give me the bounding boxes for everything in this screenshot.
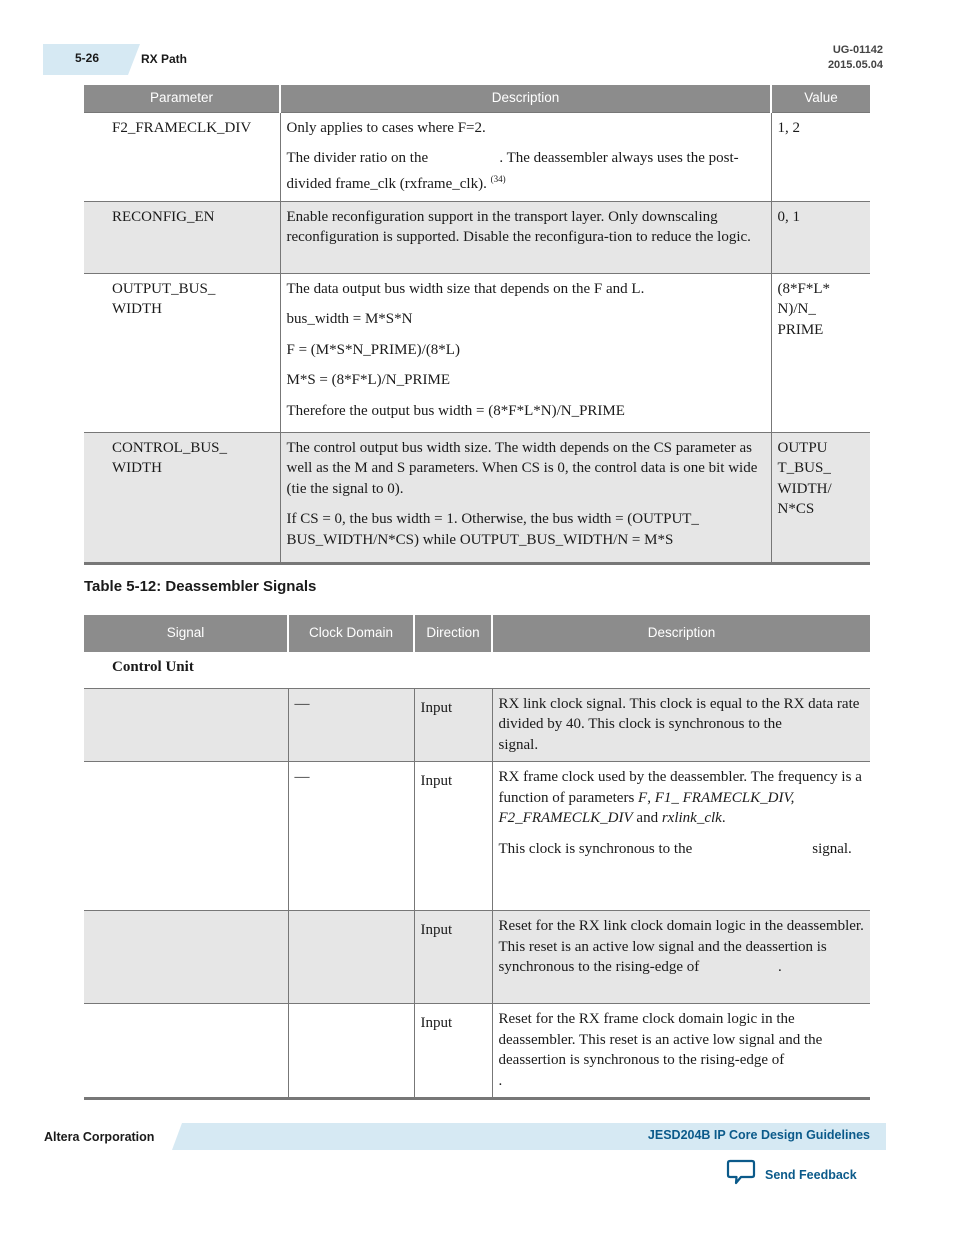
param-name: RECONFIG_EN bbox=[84, 201, 280, 273]
clock-domain bbox=[288, 1004, 414, 1099]
param-value: OUTPU T_BUS_ WIDTH/ N*CS bbox=[771, 432, 870, 563]
direction: Input bbox=[414, 762, 492, 911]
clock-domain bbox=[288, 911, 414, 1004]
description-line: This clock is synchronous to the signal. bbox=[498, 840, 852, 857]
description-line: Reset for the RX frame clock domain logic in the deassembler. This reset is an active low signal and the deassertion is synchronous to the rising-edge of . bbox=[498, 1011, 864, 1089]
param-description bbox=[280, 201, 771, 273]
description-line: F = (M*S*N_PRIME)/(8*L) bbox=[286, 341, 460, 358]
param-description bbox=[280, 432, 771, 563]
column-header: Parameter bbox=[84, 85, 280, 112]
clock-domain: — bbox=[288, 762, 414, 911]
column-header: Description bbox=[280, 85, 771, 112]
description-line: M*S = (8*F*L)/N_PRIME bbox=[286, 372, 450, 388]
param-value: 0, 1 bbox=[771, 201, 870, 273]
doc-id-block bbox=[828, 43, 883, 73]
table-row bbox=[84, 1004, 870, 1099]
table-row bbox=[84, 762, 870, 911]
signal-name bbox=[84, 762, 288, 911]
group-label: Control Unit bbox=[112, 659, 194, 675]
parameters-table bbox=[84, 85, 870, 565]
description-line: The divider ratio on the . The deassembler always uses the post-divided frame_clk (rxframe_clk). $^{(34)}$ bbox=[286, 150, 739, 192]
column-header: Value bbox=[771, 85, 870, 112]
table-row bbox=[84, 432, 870, 563]
column-header: Direction bbox=[414, 615, 492, 652]
column-header: Description bbox=[492, 615, 870, 652]
doc-id: UG-01142 bbox=[832, 44, 883, 56]
direction: Input bbox=[414, 911, 492, 1004]
description-line: Reset for the RX link clock domain logic in the deassembler. This reset is an active low signal and the deassertion is synchronous to the rising-edge of . bbox=[498, 918, 868, 975]
param-value: 1, 2 bbox=[771, 112, 870, 201]
description-line: bus_width = M*S*N bbox=[286, 311, 413, 327]
column-header: Clock Domain bbox=[288, 615, 414, 652]
direction: Input bbox=[414, 1004, 492, 1099]
section-title: RX Path bbox=[141, 52, 188, 66]
table-row bbox=[84, 201, 870, 273]
table-row bbox=[84, 273, 870, 432]
footnote-ref: (34) bbox=[490, 173, 506, 184]
param-description bbox=[280, 112, 771, 201]
footer-guide-link[interactable]: JESD204B IP Core Design Guidelines bbox=[647, 1128, 870, 1142]
table-caption: Table 5-12: Deassembler Signals bbox=[84, 578, 317, 595]
param-name: CONTROL_BUS_ WIDTH bbox=[84, 432, 280, 563]
description-line: RX link clock signal. This clock is equal to the RX data rate divided by 40. This clock is synchronous to the signal. bbox=[498, 695, 876, 753]
table-row bbox=[84, 688, 870, 762]
group-row bbox=[84, 652, 870, 688]
send-feedback-label: Send Feedback bbox=[765, 1167, 857, 1182]
param-name: OUTPUT_BUS_ WIDTH bbox=[84, 273, 280, 432]
clock-domain: — bbox=[288, 688, 414, 762]
param-value: (8*F*L* N)/N_ PRIME bbox=[771, 273, 870, 432]
signal-description bbox=[492, 762, 870, 911]
doc-date: 2015.05.04 bbox=[827, 59, 883, 71]
direction: Input bbox=[414, 688, 492, 762]
description-line: Only applies to cases where F=2. bbox=[286, 119, 486, 136]
table-row bbox=[84, 112, 870, 201]
signal-name bbox=[84, 688, 288, 762]
description-line: If CS = 0, the bus width = 1. Otherwise, the bus width = (OUTPUT_ BUS_WIDTH/N*CS) while OUTPUT_BUS_WIDTH/N = M*S bbox=[286, 511, 699, 548]
description-line: The control output bus width size. The width depends on the CS parameter as well as the M and S parameters. When CS is 0, the control data is one bit wide (tie the signal to 0). bbox=[286, 439, 758, 497]
send-feedback-link[interactable] bbox=[726, 1158, 857, 1191]
description-line: Therefore the output bus width = (8*F*L*N)/N_PRIME bbox=[286, 402, 625, 419]
description-line: Enable reconfiguration support in the transport layer. Only downscaling reconfiguration is supported. Disable the reconfigura-tion to reduce the logic. bbox=[286, 208, 751, 245]
signal-name bbox=[84, 1004, 288, 1099]
signal-name bbox=[84, 911, 288, 1004]
description-line: The data output bus width size that depends on the F and L. bbox=[286, 280, 645, 297]
column-header: Signal bbox=[84, 615, 288, 652]
description-line: RX frame clock used by the deassembler. The frequency is a function of parameters F, F1_ FRAMECLK_DIV, F2_FRAMECLK_DIV and rxlink_clk. bbox=[498, 769, 862, 826]
signal-description bbox=[492, 688, 876, 762]
signals-table bbox=[84, 615, 876, 1100]
signal-description bbox=[492, 911, 870, 1004]
table-row bbox=[84, 911, 870, 1004]
footer-company: Altera Corporation bbox=[44, 1130, 155, 1144]
page-number: 5-26 bbox=[75, 51, 100, 65]
param-name: F2_FRAMECLK_DIV bbox=[84, 112, 280, 201]
speech-bubble-icon bbox=[726, 1158, 756, 1191]
signal-description bbox=[492, 1004, 870, 1099]
param-description bbox=[280, 273, 771, 432]
